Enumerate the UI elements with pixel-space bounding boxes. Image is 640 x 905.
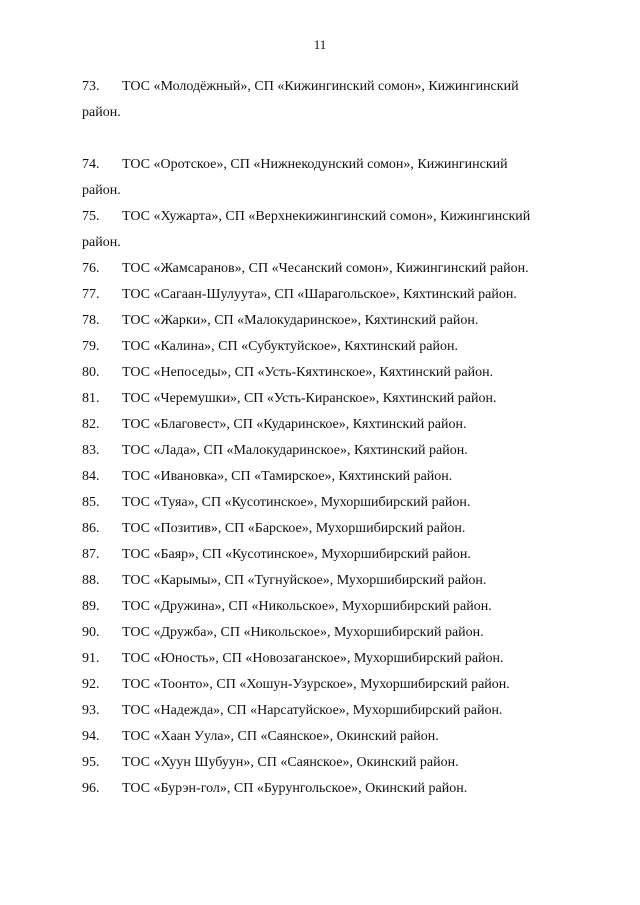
list-item <box>82 204 582 256</box>
item-text: ТОС «Дружба», СП «Никольское», Мухоршибирский район. <box>122 625 484 640</box>
list-item <box>82 776 582 802</box>
item-number: 75. <box>82 209 100 224</box>
item-number: 94. <box>82 729 100 744</box>
item-text-continuation: район. <box>82 183 121 198</box>
item-number: 86. <box>82 521 100 536</box>
item-text: ТОС «Надежда», СП «Нарсатуйское», Мухоршибирский район. <box>122 703 503 718</box>
item-text: ТОС «Калина», СП «Субуктуйское», Кяхтинский район. <box>122 339 458 354</box>
item-text: ТОС «Тоонто», СП «Хошун-Узурское», Мухоршибирский район. <box>122 677 510 692</box>
item-text: ТОС «Юность», СП «Новозаганское», Мухоршибирский район. <box>122 651 504 666</box>
item-text: ТОС «Позитив», СП «Барское», Мухоршибирский район. <box>122 521 466 536</box>
list-item <box>82 308 582 334</box>
item-number: 96. <box>82 781 100 796</box>
item-text: ТОС «Дружина», СП «Никольское», Мухоршибирский район. <box>122 599 492 614</box>
list-item <box>82 672 582 698</box>
item-number: 90. <box>82 625 100 640</box>
item-text-continuation: район. <box>82 105 121 120</box>
list-item <box>82 152 582 204</box>
item-text: ТОС «Оротское», СП «Нижнекодунский сомон», Кижингинский <box>122 157 508 172</box>
item-number: 85. <box>82 495 100 510</box>
page-number: 11 <box>313 37 327 52</box>
item-text: ТОС «Карымы», СП «Тугнуйское», Мухоршибирский район. <box>122 573 487 588</box>
list-item <box>82 282 582 308</box>
list-item <box>82 750 582 776</box>
item-text: ТОС «Хуун Шубуун», СП «Саянское», Окинский район. <box>122 755 459 770</box>
item-text: ТОС «Черемушки», СП «Усть-Киранское», Кяхтинский район. <box>122 391 497 406</box>
item-text: ТОС «Хужарта», СП «Верхнекижингинский сомон», Кижингинский <box>122 209 531 224</box>
list-item <box>82 542 582 568</box>
list-item <box>82 620 582 646</box>
list-item <box>82 490 582 516</box>
list-item <box>82 516 582 542</box>
item-text: ТОС «Непоседы», СП «Усть-Кяхтинское», Кяхтинский район. <box>122 365 494 380</box>
tos-list <box>82 74 582 802</box>
item-text: ТОС «Ивановка», СП «Тамирское», Кяхтинский район. <box>122 469 453 484</box>
item-number: 81. <box>82 391 100 406</box>
item-text: ТОС «Благовест», СП «Кударинское», Кяхтинский район. <box>122 417 467 432</box>
item-number: 83. <box>82 443 100 458</box>
spacer <box>82 126 582 152</box>
list-item <box>82 464 582 490</box>
list-item <box>82 594 582 620</box>
item-number: 74. <box>82 157 100 172</box>
item-number: 87. <box>82 547 100 562</box>
item-text: ТОС «Сагаан-Шулуута», СП «Шарагольское», Кяхтинский район. <box>122 287 517 302</box>
item-number: 93. <box>82 703 100 718</box>
item-text: ТОС «Жарки», СП «Малокударинское», Кяхтинский район. <box>122 313 479 328</box>
item-number: 76. <box>82 261 100 276</box>
list-item <box>82 412 582 438</box>
item-text: ТОС «Лада», СП «Малокударинское», Кяхтинский район. <box>122 443 468 458</box>
list-item <box>82 646 582 672</box>
item-number: 89. <box>82 599 100 614</box>
list-item <box>82 256 582 282</box>
item-text: ТОС «Баяр», СП «Кусотинское», Мухоршибирский район. <box>122 547 471 562</box>
item-number: 78. <box>82 313 100 328</box>
list-item <box>82 724 582 750</box>
item-number: 91. <box>82 651 100 666</box>
list-item <box>82 74 582 126</box>
item-number: 95. <box>82 755 100 770</box>
list-item <box>82 360 582 386</box>
item-number: 73. <box>82 79 100 94</box>
list-item <box>82 698 582 724</box>
item-number: 79. <box>82 339 100 354</box>
list-item <box>82 438 582 464</box>
item-number: 77. <box>82 287 100 302</box>
list-item <box>82 334 582 360</box>
item-text: ТОС «Бурэн-гол», СП «Бурунгольское», Окинский район. <box>122 781 468 796</box>
item-number: 88. <box>82 573 100 588</box>
item-text: ТОС «Хаан Уула», СП «Саянское», Окинский район. <box>122 729 439 744</box>
item-text: ТОС «Молодёжный», СП «Кижингинский сомон», Кижингинский <box>122 79 519 94</box>
item-number: 84. <box>82 469 100 484</box>
item-number: 92. <box>82 677 100 692</box>
list-item <box>82 568 582 594</box>
item-text-continuation: район. <box>82 235 121 250</box>
item-number: 80. <box>82 365 100 380</box>
list-item <box>82 386 582 412</box>
item-text: ТОС «Жамсаранов», СП «Чесанский сомон», Кижингинский район. <box>122 261 529 276</box>
item-number: 82. <box>82 417 100 432</box>
item-text: ТОС «Туяа», СП «Кусотинское», Мухоршибирский район. <box>122 495 471 510</box>
